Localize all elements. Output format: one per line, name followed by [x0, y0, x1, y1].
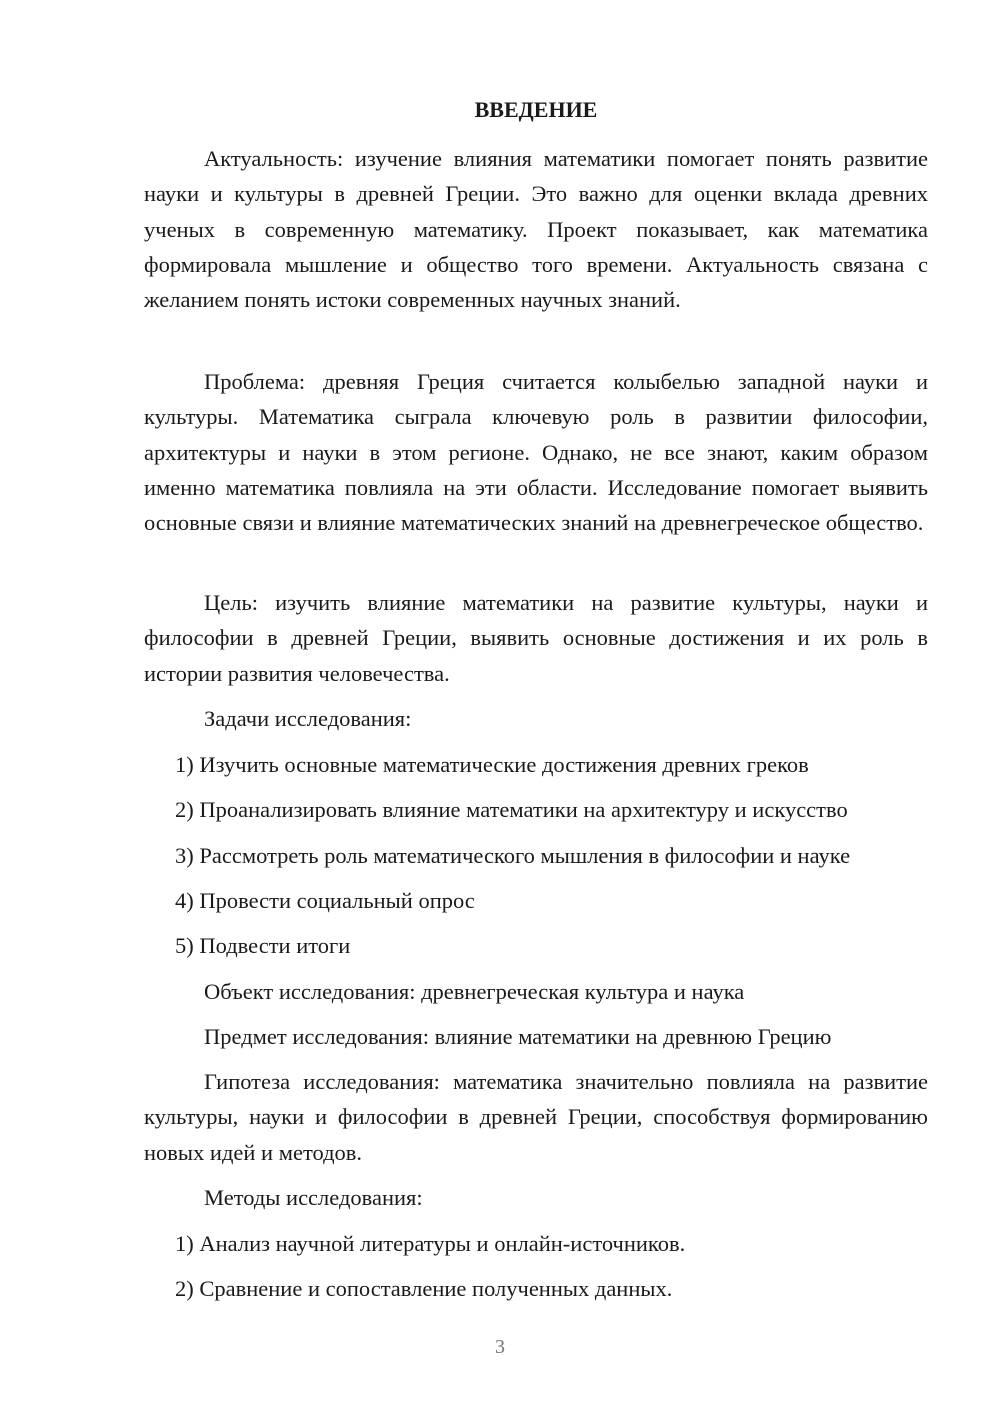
hypothesis-paragraph: Гипотеза исследования: математика значительно повлияла на развитие культуры, науки и философии в древней Греции, способствуя формированию новых идей и методов. — [144, 1069, 928, 1165]
tasks-heading: Задачи исследования: — [204, 706, 412, 731]
problem-paragraph: Проблема: древняя Греция считается колыбелью западной науки и культуры. Математика сыграла ключевую роль в развитии философии, архитектуры и науки в этом регионе. Однако, не все знают, каким образом именно математика повлияла на эти области. Исследование помогает выявить основные связи и влияние математических знаний на древнегреческое общество. — [144, 369, 928, 536]
relevance-paragraph: Актуальность: изучение влияния математики помогает понять развитие науки и культуры в древней Греции. Это важно для оценки вклада древних ученых в современную математику. Проект показывает, как математика формировала мышление и общество того времени. Актуальность связана с желанием понять истоки современных научных знаний. — [144, 146, 928, 313]
object-line: Объект исследования: древнегреческая культура и наука — [204, 979, 745, 1004]
methods-heading: Методы исследования: — [204, 1185, 423, 1210]
task-item: 3) Рассмотреть роль математического мышления в философии и науке — [175, 843, 851, 868]
task-item: 1) Изучить основные математические достижения древних греков — [175, 752, 809, 777]
task-item: 2) Проанализировать влияние математики на архитектуру и искусство — [175, 797, 848, 822]
task-item: 5) Подвести итоги — [175, 933, 351, 958]
method-item: 2) Сравнение и сопоставление полученных данных. — [175, 1276, 673, 1301]
page-number: 3 — [495, 1336, 505, 1358]
document-title: ВВЕДЕНИЕ — [474, 97, 598, 122]
subject-line: Предмет исследования: влияние математики на древнюю Грецию — [204, 1024, 832, 1049]
method-item: 1) Анализ научной литературы и онлайн-источников. — [175, 1231, 686, 1256]
task-item: 4) Провести социальный опрос — [175, 888, 475, 913]
goal-paragraph: Цель: изучить влияние математики на развитие культуры, науки и философии в древней Греции, выявить основные достижения и их роль в истории развития человечества. — [144, 590, 928, 686]
